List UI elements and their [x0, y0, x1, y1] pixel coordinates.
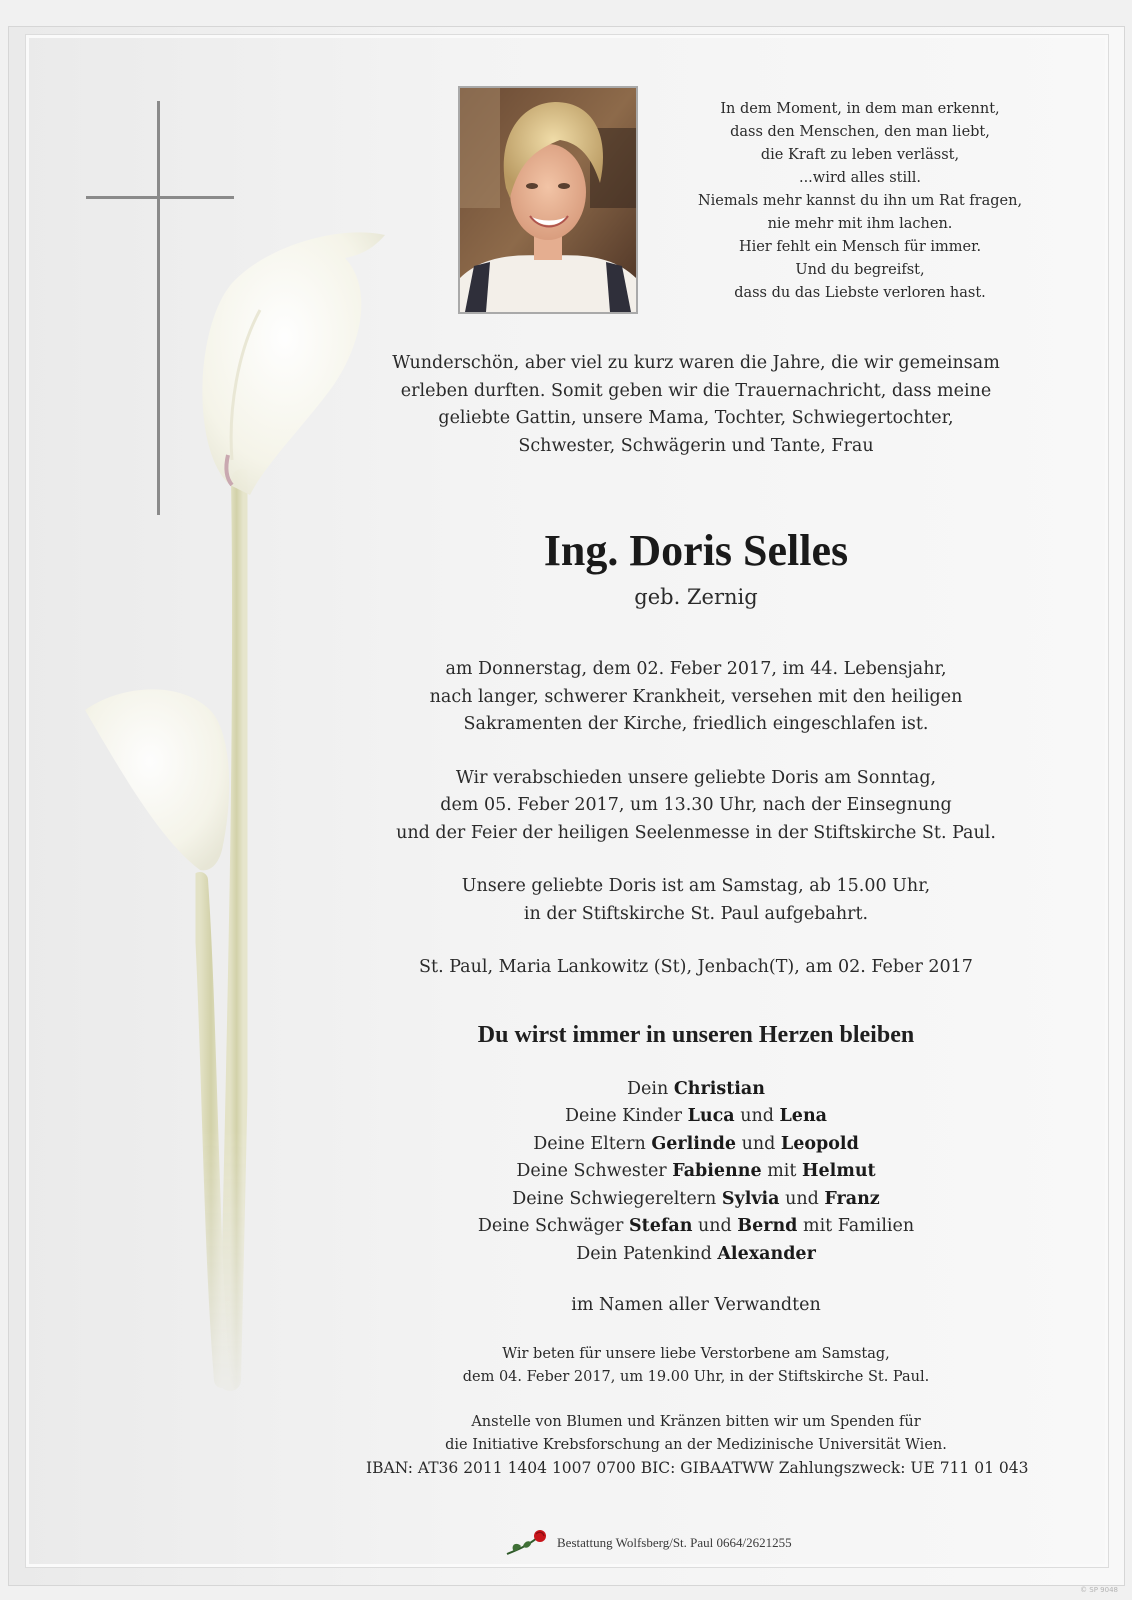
funeral-line: dem 05. Feber 2017, um 13.30 Uhr, nach der Einsegnung — [440, 795, 952, 815]
family-line: Deine Schwester Fabienne mit Helmut — [516, 1161, 876, 1181]
family-list — [366, 1076, 1026, 1269]
maiden-name: geb. Zernig — [634, 585, 758, 609]
deceased-name: Ing. Doris Selles — [543, 526, 849, 575]
motto: Du wirst immer in unseren Herzen bleiben — [477, 1021, 915, 1048]
relatives-note: im Namen aller Verwandten — [571, 1295, 821, 1315]
funeral-line: und der Feier der heiligen Seelenmesse in der Stiftskirche St. Paul. — [396, 822, 996, 843]
poem-line: dass den Menschen, den man liebt, — [730, 124, 990, 140]
viewing-line: in der Stiftskirche St. Paul aufgebahrt. — [523, 903, 869, 924]
cross-bar — [86, 196, 234, 199]
intro-line: erleben durften. Somit geben wir die Trauernachricht, dass meine — [400, 380, 992, 401]
notice-line: Sakramenten der Kirche, friedlich eingeschlafen ist. — [463, 714, 929, 734]
poem-line: Hier fehlt ein Mensch für immer. — [738, 239, 982, 255]
funeral-line: Wir verabschieden unsere geliebte Doris am Sonntag, — [455, 767, 937, 788]
undertaker-footer — [505, 1523, 792, 1563]
notice-line: am Donnerstag, dem 02. Feber 2017, im 44. Lebensjahr, — [445, 659, 947, 679]
family-line: Dein Patenkind Alexander — [576, 1243, 816, 1264]
print-code: © SP 9048 — [1080, 1586, 1118, 1594]
iban-line: IBAN: AT36 2011 1404 1007 0700 BIC: GIBAATWW Zahlungszweck: UE 711 01 043 — [366, 1459, 1029, 1477]
death-notice — [366, 656, 1026, 739]
notice-line: nach langer, schwerer Krankheit, versehen mit den heiligen — [429, 686, 963, 707]
place-date-line: St. Paul, Maria Lankowitz (St), Jenbach(T), am 02. Feber 2017 — [419, 957, 973, 977]
portrait-photo — [458, 86, 638, 314]
family-line: Deine Schwäger Stefan und Bernd mit Familien — [477, 1216, 915, 1236]
poem-line: nie mehr mit ihm lachen. — [767, 216, 953, 232]
donation-line: die Initiative Krebsforschung an der Medizinische Universität Wien. — [445, 1437, 947, 1453]
intro-line: Wunderschön, aber viel zu kurz waren die Jahre, die wir gemeinsam — [392, 353, 1000, 373]
prayer-line: dem 04. Feber 2017, um 19.00 Uhr, in der Stiftskirche St. Paul. — [462, 1369, 930, 1385]
intro-line: Schwester, Schwägerin und Tante, Frau — [518, 435, 874, 456]
poem-line: In dem Moment, in dem man erkennt, — [720, 101, 1000, 117]
funeral-info — [366, 765, 1026, 848]
notice-body — [366, 350, 1029, 1480]
poem — [660, 98, 1060, 305]
poem-line: Und du begreifst, — [795, 262, 925, 278]
intro-text — [366, 350, 1026, 460]
poem-line: ...wird alles still. — [798, 170, 922, 186]
cross-icon — [157, 101, 160, 515]
family-line: Deine Kinder Luca und Lena — [564, 1106, 828, 1126]
poem-line: Niemals mehr kannst du ihn um Rat fragen, — [697, 193, 1023, 209]
prayer-info — [366, 1343, 1026, 1389]
donation-info — [366, 1411, 1029, 1480]
donation-line: Anstelle von Blumen und Kränzen bitten wir um Spenden für — [471, 1414, 921, 1430]
calla-lower-flower — [85, 689, 229, 870]
poem-line: die Kraft zu leben verlässt, — [760, 147, 960, 163]
rose-icon — [505, 1528, 551, 1558]
place-date — [366, 954, 1026, 982]
family-line: Dein Christian — [627, 1078, 765, 1099]
viewing-line: Unsere geliebte Doris ist am Samstag, ab 15.00 Uhr, — [461, 876, 931, 896]
family-line: Deine Eltern Gerlinde und Leopold — [533, 1133, 859, 1154]
family-line: Deine Schwiegereltern Sylvia und Franz — [512, 1188, 880, 1209]
undertaker-text: Bestattung Wolfsberg/St. Paul 0664/2621255 — [557, 1535, 792, 1550]
prayer-line: Wir beten für unsere liebe Verstorbene am Samstag, — [502, 1346, 890, 1362]
poem-line: dass du das Liebste verloren hast. — [734, 285, 986, 301]
intro-line: geliebte Gattin, unsere Mama, Tochter, Schwiegertochter, — [438, 408, 954, 428]
viewing-info — [366, 873, 1026, 928]
